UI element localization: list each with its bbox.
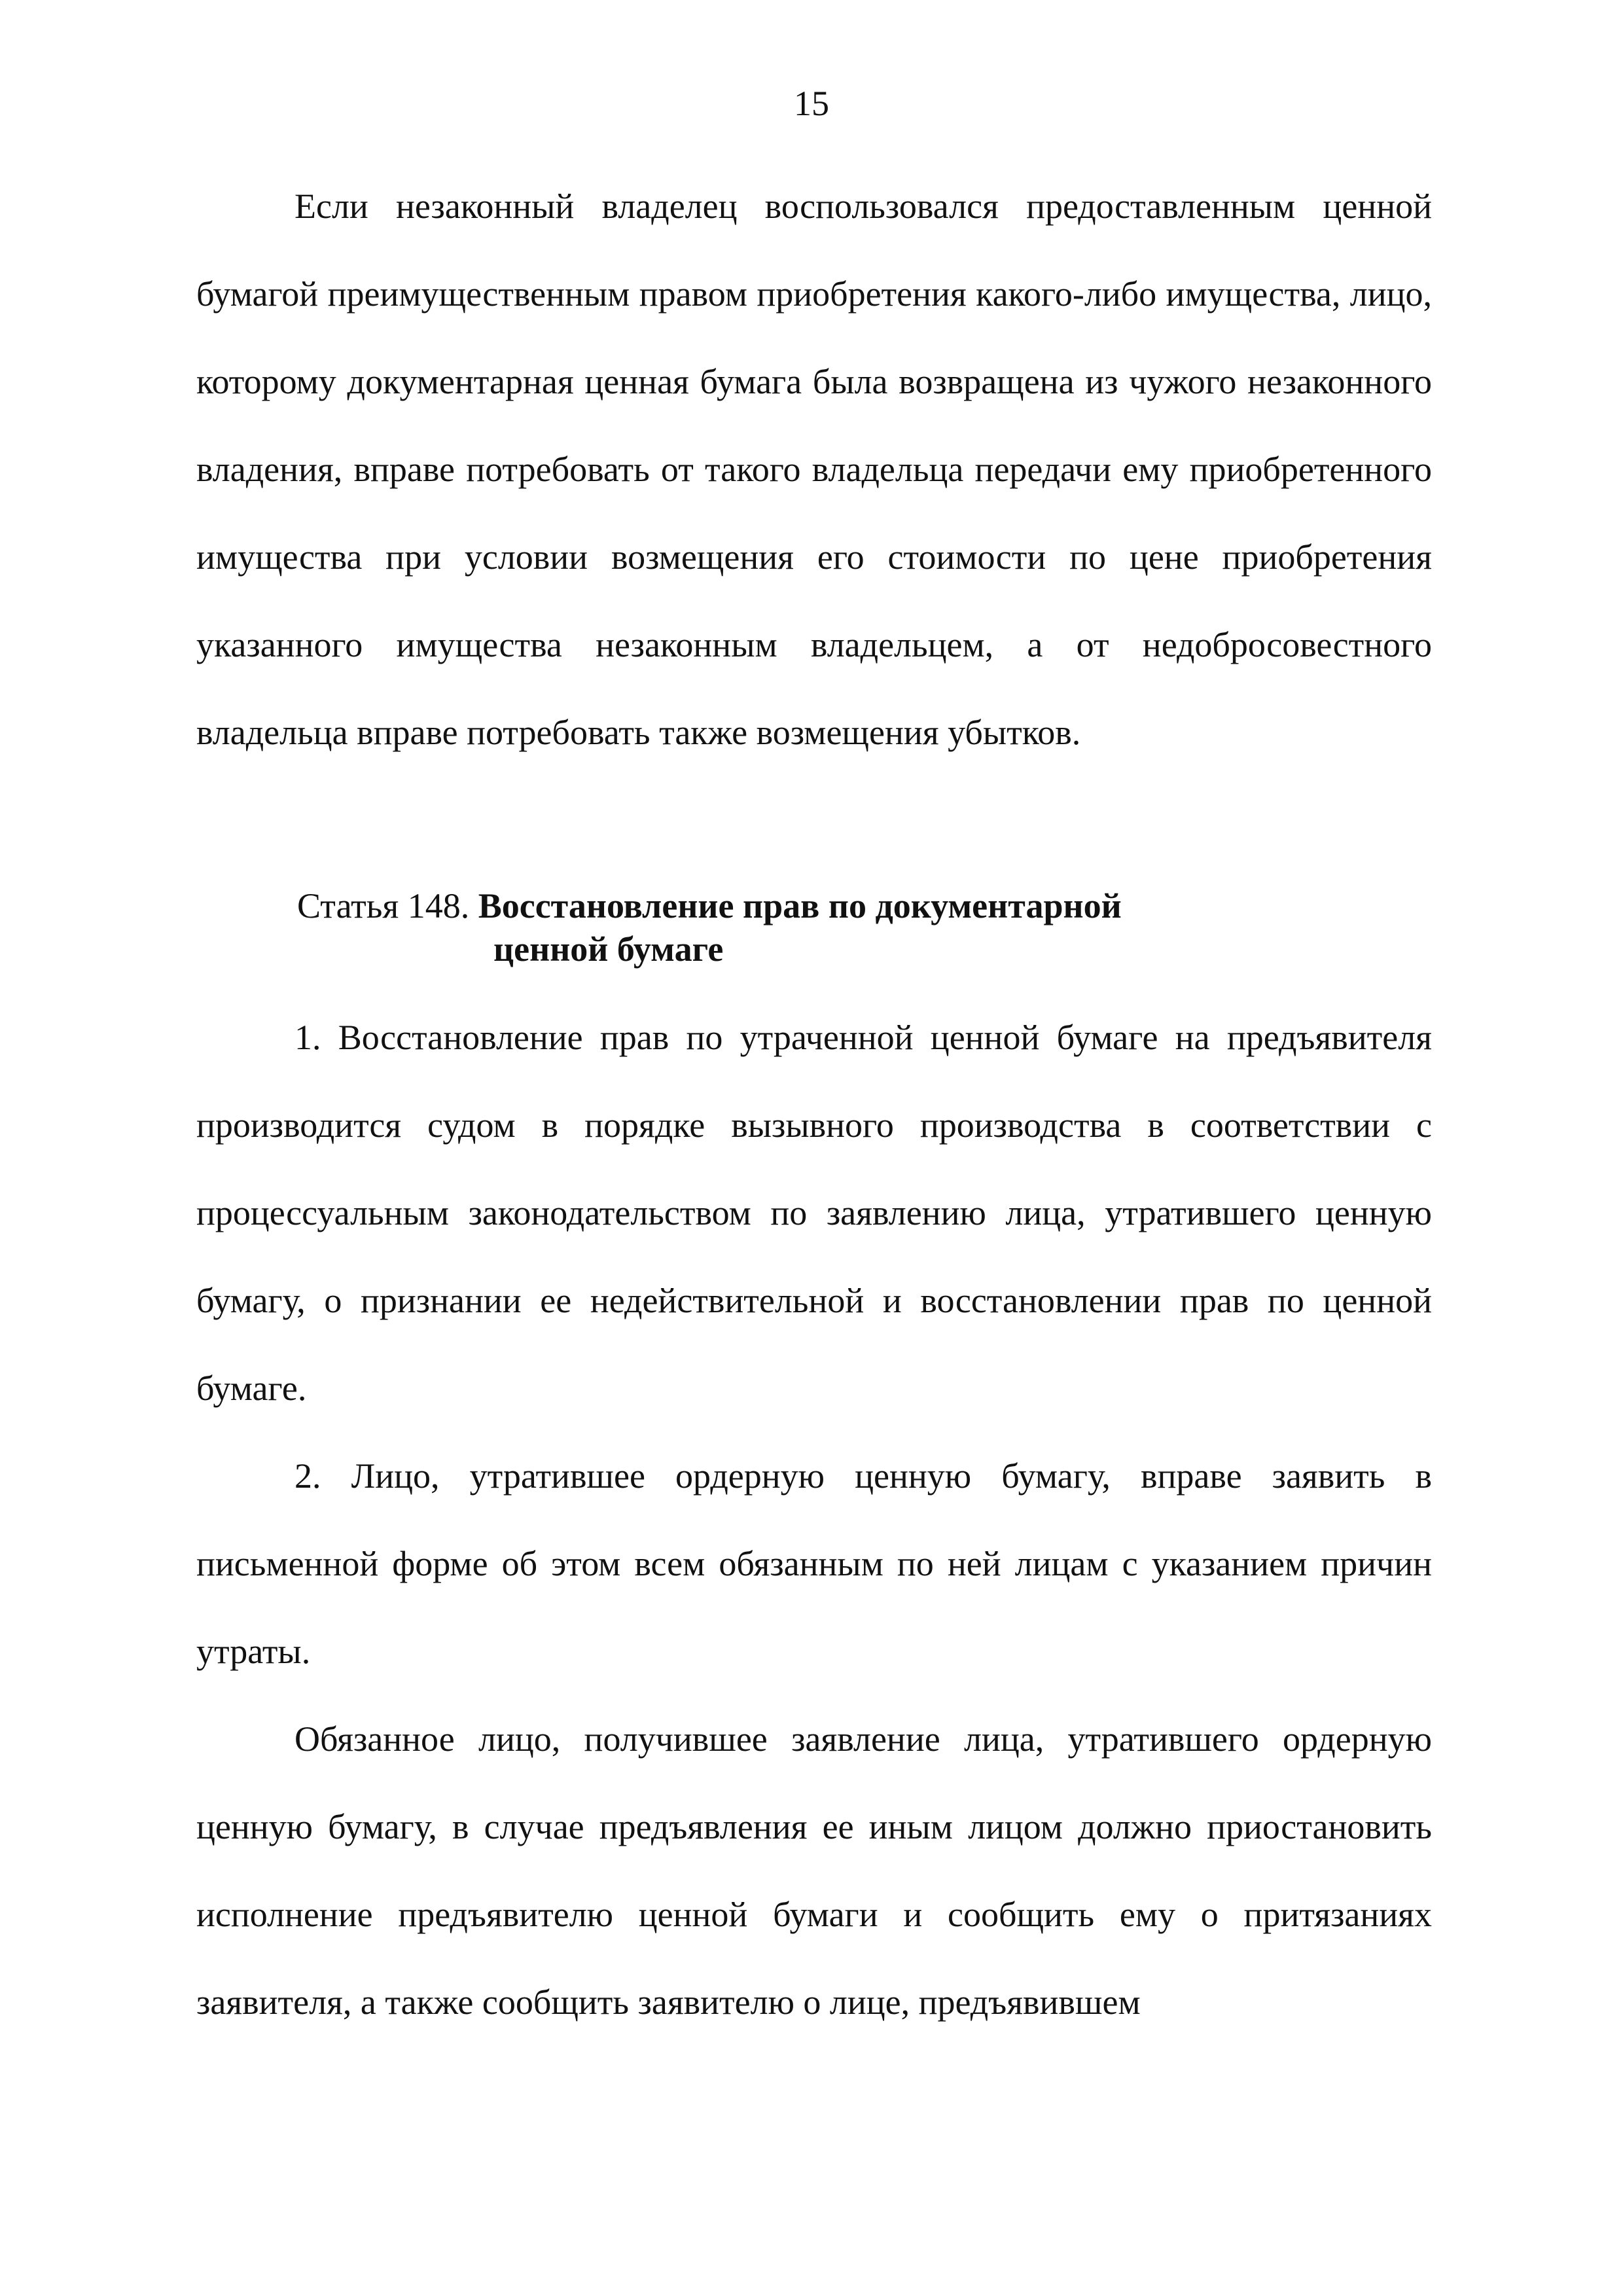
paragraph: Обязанное лицо, получившее заявление лица, утратившего ордерную ценную бумагу, в случае предъявления ее иным лицом должно приостановить исполнение предъявителю ценной бумаги и сообщить ему о притязаниях заявителя, а также сообщить заявителю о лице, предъявившем — [196, 1719, 1432, 2022]
article-number: Статья 148. — [297, 886, 470, 925]
paragraph: Если незаконный владелец воспользовался предоставленным ценной бумагой преимущественным правом приобретения какого-либо имущества, лицо, которому документарная ценная бумага была возвращена из чужого незаконного владения, вправе потребовать от такого владельца передачи ему приобретенного имущества при условии возмещения его стоимости по цене приобретения указанного имущества незаконным владельцем, а от недобросовестного владельца вправе потребовать также возмещения убытков. — [196, 187, 1432, 752]
paragraph: 2. Лицо, утратившее ордерную ценную бумагу, вправе заявить в письменной форме об этом всем обязанным по ней лицам с указанием причин утраты. — [196, 1456, 1432, 1671]
article-heading — [297, 884, 1122, 971]
paragraph: 1. Восстановление прав по утраченной ценной бумаге на предъявителя производится судом в порядке вызывного производства в соответствии с процессуальным законодательством по заявлению лица, утратившего ценную бумагу, о признании ее недействительной и восстановлении прав по ценной бумаге. — [196, 1018, 1432, 1408]
page-number: 15 — [794, 84, 829, 123]
article-title-line-2: ценной бумаге — [493, 929, 724, 969]
article-title-line-1: Восстановление прав по документарной — [478, 886, 1122, 925]
text-block-article-body — [196, 994, 1432, 2046]
text-block-top — [196, 162, 1432, 776]
